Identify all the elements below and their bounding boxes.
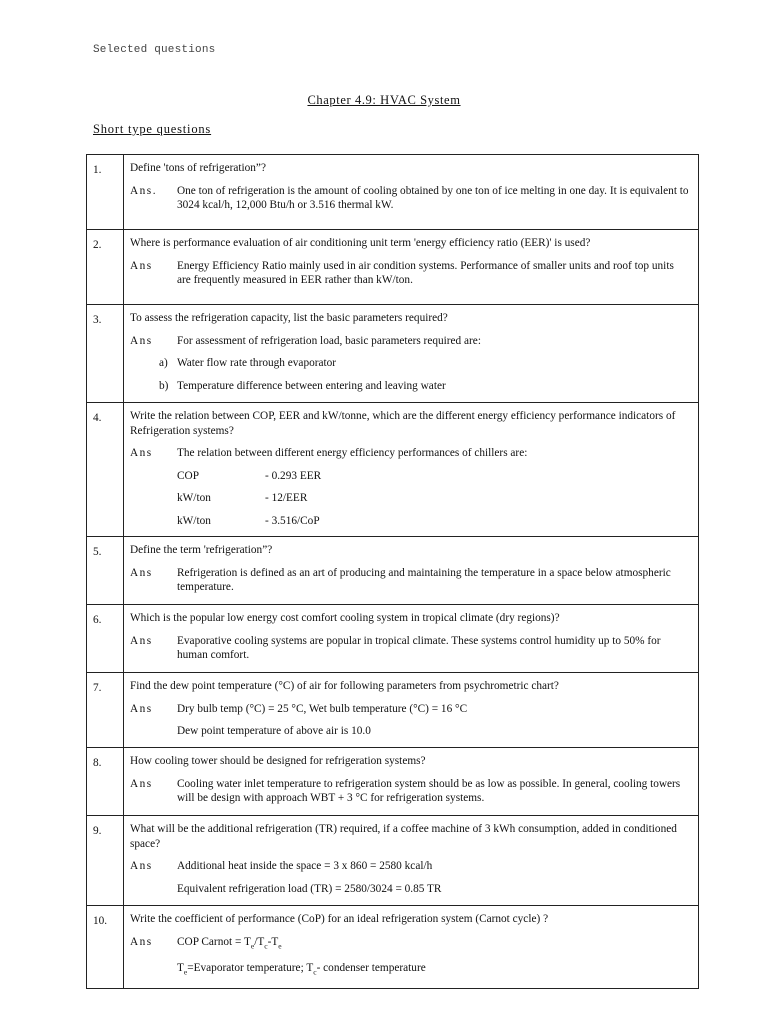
answer-text: Energy Efficiency Ratio mainly used in air condition systems. Performance of smaller units and roof top units are frequently measured in EER rather than kW/ton. xyxy=(177,259,674,286)
answer-label: Ans xyxy=(130,860,153,872)
answer-label: Ans xyxy=(130,935,153,948)
question-number: 5. xyxy=(87,537,124,605)
question-text: To assess the refrigeration capacity, list the basic parameters required? xyxy=(130,312,448,324)
question-number: 10. xyxy=(87,906,124,989)
answer-extra: Dew point temperature of above air is 10.0 xyxy=(177,725,371,737)
answer-extra: Equivalent refrigeration load (TR) = 2580/3024 = 0.85 TR xyxy=(177,882,442,895)
question-text: Define 'tons of refrigeration”? xyxy=(130,162,266,174)
question-row xyxy=(87,816,699,906)
question-text: Which is the popular low energy cost comfort cooling system in tropical climate (dry regions)? xyxy=(130,612,560,624)
formula-note: $T_e=Evaporator$ temperature; $T_c-$ condenser temperature xyxy=(177,962,426,977)
answer-label: Ans. xyxy=(130,184,158,197)
header-note: Selected questions xyxy=(93,44,216,56)
answer-label: Ans xyxy=(130,634,153,647)
list-item: a) Water flow rate through evaporator xyxy=(159,357,337,369)
question-text: Write the relation between COP, EER and kW/tonne, which are the different energy efficiency performance indicators of Refrigeration systems? xyxy=(130,410,676,437)
question-number: 6. xyxy=(87,605,124,673)
question-number: 9. xyxy=(87,816,124,906)
question-number: 1. xyxy=(87,155,124,230)
relation-row: kW/ton - 3.516/CoP xyxy=(177,514,320,527)
question-number: 2. xyxy=(87,230,124,305)
question-row xyxy=(87,403,699,537)
answer-text: Additional heat inside the space = 3 x 860 = 2580 kcal/h xyxy=(177,860,433,872)
chapter-title: Chapter 4.9: HVAC System xyxy=(307,93,461,107)
answer-text: For assessment of refrigeration load, basic parameters required are: xyxy=(177,334,481,347)
answer-text: Evaporative cooling systems are popular in tropical climate. These systems control humidity up to 50% for human comfort. xyxy=(177,634,661,661)
question-number: 7. xyxy=(87,673,124,748)
question-text: Find the dew point temperature (°C) of air for following parameters from psychrometric chart? xyxy=(130,680,559,692)
answer-text: One ton of refrigeration is the amount of cooling obtained by one ton of ice melting in one day. It is equivalent to 3024 kcal/h, 12,000 Btu/h or 3.516 thermal kW. xyxy=(177,184,689,211)
question-row xyxy=(87,673,699,748)
question-number: 3. xyxy=(87,305,124,403)
question-text: What will be the additional refrigeration (TR) required, if a coffee machine of 3 kWh consumption, added in conditioned space? xyxy=(130,823,677,850)
question-text: Write the coefficient of performance (CoP) for an ideal refrigeration system (Carnot cycle) ? xyxy=(130,913,549,925)
question-row xyxy=(87,305,699,403)
answer-label: Ans xyxy=(130,702,153,715)
question-row xyxy=(87,605,699,673)
answer-label: Ans xyxy=(130,566,153,579)
question-text: Where is performance evaluation of air conditioning unit term 'energy efficiency ratio (EER)' is used? xyxy=(130,237,591,249)
list-item: b) Temperature difference between entering and leaving water xyxy=(159,379,446,392)
answer-label: Ans xyxy=(130,447,153,459)
answer-label: Ans xyxy=(130,334,153,347)
question-number: 8. xyxy=(87,748,124,816)
answer-text: Dry bulb temp (°C) = 25 °C, Wet bulb temperature (°C) = 16 °C xyxy=(177,702,468,715)
questions-table xyxy=(86,154,699,989)
carnot-formula: COP Carnot = $T_e/T_c-T_e$ xyxy=(177,935,282,950)
question-row xyxy=(87,906,699,989)
question-row xyxy=(87,230,699,305)
answer-label: Ans xyxy=(130,259,153,272)
relation-row: kW/ton - 12/EER xyxy=(177,492,308,504)
answer-text: Cooling water inlet temperature to refrigeration system should be as low as possible. In general, cooling towers will be design with approach WBT + 3 °C for refrigeration systems. xyxy=(177,777,681,804)
question-text: Define the term 'refrigeration”? xyxy=(130,544,273,556)
question-row xyxy=(87,155,699,230)
section-heading: Short type questions xyxy=(93,122,212,136)
question-text: How cooling tower should be designed for refrigeration systems? xyxy=(130,755,426,767)
question-row xyxy=(87,748,699,816)
answer-text: Refrigeration is defined as an art of producing and maintaining the temperature in a space below atmospheric temperature. xyxy=(177,566,671,593)
answer-text: The relation between different energy efficiency performances of chillers are: xyxy=(177,447,528,459)
relation-row: COP - 0.293 EER xyxy=(177,469,322,482)
question-number: 4. xyxy=(87,403,124,537)
question-row xyxy=(87,537,699,605)
answer-label: Ans xyxy=(130,777,153,790)
